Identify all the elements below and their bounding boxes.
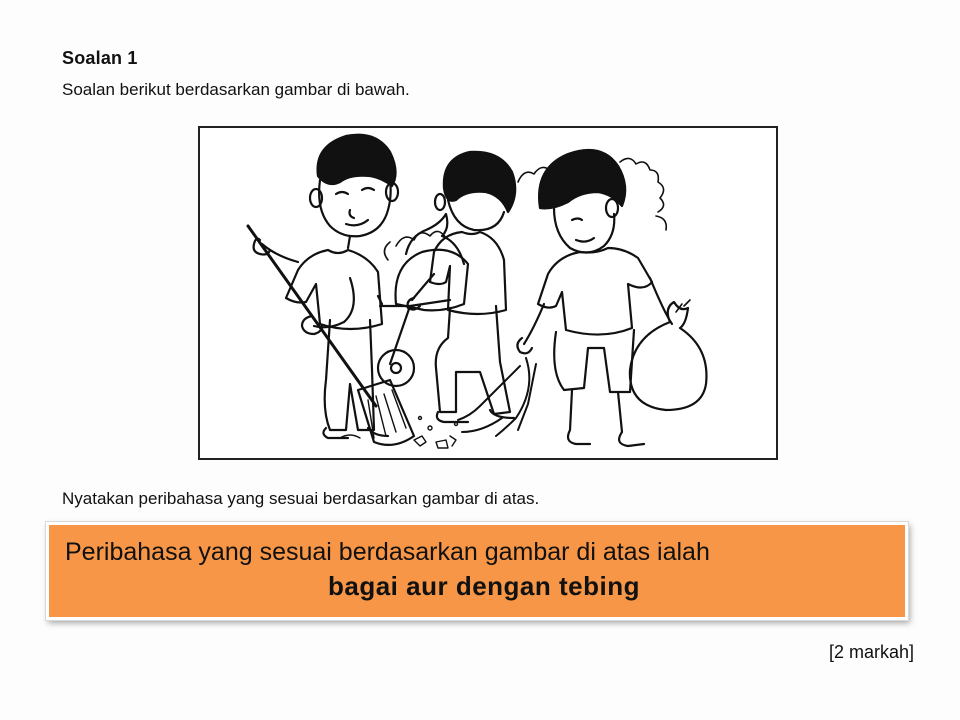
answer-box	[46, 522, 908, 620]
boy-sweeping	[248, 135, 414, 445]
question-title: Soalan 1	[62, 48, 138, 68]
boy1-face	[319, 180, 391, 236]
boy-with-wheelbarrow	[408, 152, 516, 422]
boy-with-rubbish-bag	[517, 150, 706, 446]
cleanup-illustration	[200, 128, 776, 458]
boy1-hair	[318, 135, 396, 186]
rubbish-bag	[630, 302, 707, 410]
question-intro: Soalan berikut berdasarkan gambar di bawah.	[62, 80, 410, 99]
answer-intro-text: Peribahasa yang sesuai berdasarkan gambar di atas ialah	[65, 538, 710, 566]
sticks-on-ground	[458, 358, 536, 436]
answer-proverb: bagai aur dengan tebing	[328, 571, 640, 601]
marks-label: [2 markah]	[828, 642, 914, 662]
wheelbarrow	[378, 214, 468, 386]
boy2-hair	[444, 152, 515, 212]
illustration-frame	[198, 126, 778, 460]
question-prompt: Nyatakan peribahasa yang sesuai berdasarkan gambar di atas.	[62, 489, 540, 508]
